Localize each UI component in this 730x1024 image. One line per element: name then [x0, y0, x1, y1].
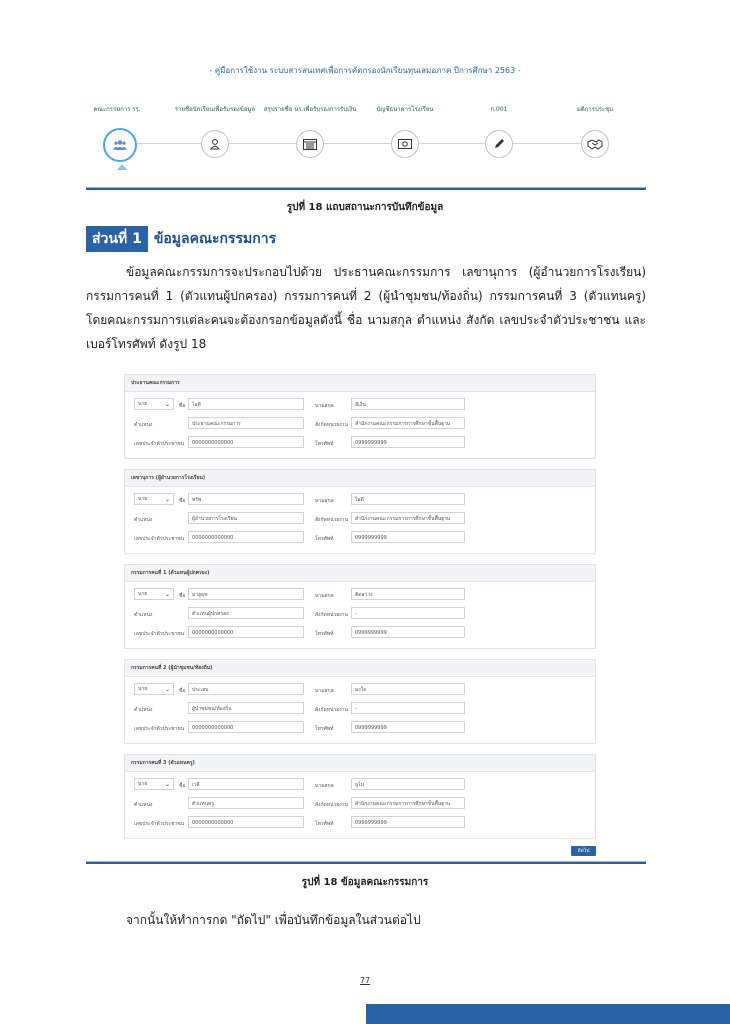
id-label: เลขประจำตัวประชาชน — [134, 441, 185, 447]
position-label: ตำแหน่ง — [134, 802, 153, 808]
form-row — [125, 702, 597, 716]
form-row — [125, 436, 597, 450]
section-title: ข้อมูลคณะกรรมการ — [153, 231, 277, 247]
phone-input[interactable]: 0999999999 — [351, 531, 465, 543]
committee-group — [124, 754, 596, 839]
position-label: ตำแหน่ง — [134, 707, 153, 713]
section-heading — [86, 226, 276, 252]
name-input[interactable]: ประเสบ — [188, 683, 304, 695]
form-row — [125, 512, 597, 526]
form-row — [125, 531, 597, 545]
page-number: 77 — [359, 976, 371, 985]
affiliation-input[interactable]: สำนักงานคณะกรรมการการศึกษาขั้นพื้นฐาน — [351, 417, 465, 429]
phone-label: โทรศัพท์ — [315, 536, 334, 542]
step-committee[interactable] — [103, 128, 137, 162]
id-label: เลขประจำตัวประชาชน — [134, 821, 185, 827]
handshake-icon — [587, 139, 603, 150]
step-student-list[interactable] — [201, 130, 229, 158]
committee-group — [124, 374, 596, 459]
chevron-down-icon: ⌄ — [164, 496, 170, 503]
surname-label: นามสกุล — [315, 403, 334, 409]
surname-input[interactable]: ไอดี — [351, 493, 465, 505]
prefix-select[interactable] — [134, 778, 174, 790]
prefix-value: นาย — [138, 781, 148, 787]
form-row — [125, 493, 597, 507]
position-label: ตำแหน่ง — [134, 422, 153, 428]
id-input[interactable]: 0000000000000 — [188, 436, 304, 448]
prefix-select[interactable] — [134, 683, 174, 695]
position-label: ตำแหน่ง — [134, 612, 153, 618]
id-input[interactable]: 0000000000000 — [188, 816, 304, 828]
id-label: เลขประจำตัวประชาชน — [134, 726, 185, 732]
position-input[interactable]: ผู้อำนวยการโรงเรียน — [188, 512, 304, 524]
chevron-down-icon: ⌄ — [164, 686, 170, 693]
prefix-select[interactable] — [134, 588, 174, 600]
name-label: ชื่อ — [179, 593, 186, 599]
prefix-select[interactable] — [134, 398, 174, 410]
position-input[interactable]: ตัวแทนครู — [188, 797, 304, 809]
prefix-value: นาย — [138, 496, 148, 502]
committee-group — [124, 469, 596, 554]
step-summary[interactable] — [296, 130, 324, 158]
surname-label: นามสกุล — [315, 593, 334, 599]
affiliation-input[interactable]: - — [351, 607, 465, 619]
figure-caption-status-bar: รูปที่ 18 แถบสถานะการบันทึกข้อมูล — [286, 202, 444, 213]
surname-input[interactable]: มงใจ — [351, 683, 465, 695]
affiliation-label: สังกัดหน่วยงาน — [315, 707, 348, 713]
status-step-bar — [88, 104, 633, 174]
group-title: กรรมการคนที่ 1 (ตัวแทนผู้ปกครอง) — [125, 565, 595, 582]
form-row — [125, 607, 597, 621]
prefix-value: นาย — [138, 401, 148, 407]
figure-caption-committee: รูปที่ 18 ข้อมูลคณะกรรมการ — [301, 877, 429, 888]
affiliation-label: สังกัดหน่วยงาน — [315, 802, 348, 808]
form-row — [125, 778, 597, 792]
active-step-indicator — [117, 164, 127, 170]
prefix-value: นาย — [138, 591, 148, 597]
prefix-value: นาย — [138, 686, 148, 692]
phone-input[interactable]: 0999999999 — [351, 816, 465, 828]
users-icon — [113, 139, 127, 151]
affiliation-label: สังกัดหน่วยงาน — [315, 422, 348, 428]
step-k001[interactable] — [485, 130, 513, 158]
step-label-meeting: มติการประชุม — [576, 106, 614, 113]
step-label-k001: ก.001 — [490, 106, 508, 113]
committee-group — [124, 659, 596, 744]
section-tag: ส่วนที่ 1 — [86, 226, 148, 252]
step-label-student-list: รายชื่อนักเรียนเพื่อรับรองข้อมูล — [174, 106, 256, 113]
name-label: ชื่อ — [179, 688, 186, 694]
position-label: ตำแหน่ง — [134, 517, 153, 523]
surname-label: นามสกุล — [315, 498, 334, 504]
phone-input[interactable]: 0999999999 — [351, 626, 465, 638]
phone-label: โทรศัพท์ — [315, 631, 334, 637]
affiliation-label: สังกัดหน่วยงาน — [315, 517, 348, 523]
form-row — [125, 626, 597, 640]
surname-label: นามสกุล — [315, 783, 334, 789]
form-row — [125, 417, 597, 431]
position-input[interactable]: ผู้นำชุมชน/ท้องถิ่น — [188, 702, 304, 714]
group-title: ประธานคณะกรรมการ — [125, 375, 595, 392]
surname-input[interactable]: ติดสว่าง — [351, 588, 465, 600]
step-connector-line — [118, 143, 608, 144]
chevron-down-icon: ⌄ — [164, 591, 170, 598]
phone-input[interactable]: 0999999999 — [351, 721, 465, 733]
phone-label: โทรศัพท์ — [315, 441, 334, 447]
position-input[interactable]: ตัวแทนผู้ปกครอง — [188, 607, 304, 619]
body-paragraph — [86, 260, 646, 356]
id-input[interactable]: 0000000000000 — [188, 721, 304, 733]
chevron-down-icon: ⌄ — [164, 401, 170, 408]
step-label-committee: คณะกรรมการ รร. — [93, 106, 141, 113]
form-row — [125, 797, 597, 811]
committee-group — [124, 564, 596, 649]
footer-bar — [366, 1004, 730, 1024]
surname-input[interactable]: มีเงิน — [351, 398, 465, 410]
pencil-icon — [493, 138, 505, 150]
affiliation-input[interactable]: สำนักงานคณะกรรมการการศึกษาขั้นพื้นฐาน — [351, 512, 465, 524]
phone-label: โทรศัพท์ — [315, 821, 334, 827]
chevron-down-icon: ⌄ — [164, 781, 170, 788]
step-label-summary: สรุปรายชื่อ นร.เพื่อรับรองการรับเงิน — [263, 106, 357, 113]
id-label: เลขประจำตัวประชาชน — [134, 536, 185, 542]
name-input[interactable]: ทรัพ — [188, 493, 304, 505]
committee-form — [124, 374, 596, 849]
name-label: ชื่อ — [179, 783, 186, 789]
form-row — [125, 588, 597, 602]
name-input[interactable]: ไอดี — [188, 398, 304, 410]
user-icon — [209, 138, 221, 150]
position-input[interactable]: ประธานคณะกรรมการ — [188, 417, 304, 429]
form-row — [125, 816, 597, 830]
form-row — [125, 721, 597, 735]
group-title: กรรมการคนที่ 2 (ผู้นำชุมชน/ท้องถิ่น) — [125, 660, 595, 677]
divider-rule — [86, 188, 646, 190]
step-bank[interactable] — [391, 130, 419, 158]
form-row — [125, 398, 597, 412]
affiliation-input[interactable]: สำนักงานคณะกรรมการการศึกษาขั้นพื้นฐาน — [351, 797, 465, 809]
name-input[interactable]: เวลี — [188, 778, 304, 790]
prefix-select[interactable] — [134, 493, 174, 505]
step-label-bank: บัญชีธนาคารโรงเรียน — [376, 106, 434, 113]
step-meeting[interactable] — [581, 130, 609, 158]
phone-input[interactable]: 0999999999 — [351, 436, 465, 448]
list-icon — [303, 139, 317, 150]
id-input[interactable]: 0000000000000 — [188, 626, 304, 638]
phone-label: โทรศัพท์ — [315, 726, 334, 732]
closing-text: จากนั้นให้ทำการกด "ถัดไป" เพื่อบันทึกข้อมูลในส่วนต่อไป — [126, 913, 421, 927]
paragraph-text: ข้อมูลคณะกรรมการจะประกอบไปด้วย ประธานคณะกรรมการ เลขานุการ (ผู้อำนวยการโรงเรียน) กรรมการคนที่ 1 (ตัวแทนผู้ปกครอง) กรรมการคนที่ 2 (ผู้นำชุมชน/ท้องถิ่น) กรรมการคนที่ 3 (ตัวแทนครู) โดยคณะกรรมการแต่ละคนจะต้องกรอกข้อมูลดังนี้ ชื่อ นามสกุล ตำแหน่ง สังกัด เลขประจำตัวประชาชน และเบอร์โทรศัพท์ ดังรูป 18 — [86, 265, 646, 351]
group-title: เลขานุการ (ผู้อำนวยการโรงเรียน) — [125, 470, 595, 487]
id-input[interactable]: 0000000000000 — [188, 531, 304, 543]
surname-input[interactable]: ยูโน — [351, 778, 465, 790]
group-title: กรรมการคนที่ 3 (ตัวแทนครู) — [125, 755, 595, 772]
name-input[interactable]: มาลูธุช — [188, 588, 304, 600]
next-button[interactable]: ถัดไป — [571, 846, 596, 856]
id-label: เลขประจำตัวประชาชน — [134, 631, 185, 637]
name-label: ชื่อ — [179, 403, 186, 409]
name-label: ชื่อ — [179, 498, 186, 504]
affiliation-input[interactable]: - — [351, 702, 465, 714]
affiliation-label: สังกัดหน่วยงาน — [315, 612, 348, 618]
divider-rule — [86, 862, 646, 864]
surname-label: นามสกุล — [315, 688, 334, 694]
money-icon — [398, 139, 412, 149]
form-row — [125, 683, 597, 697]
document-header: - คู่มือการใช้งาน ระบบสารสนเทศเพื่อการคัดกรองนักเรียนทุนเสมอภาค ปีการศึกษา 2563 - — [209, 66, 521, 75]
